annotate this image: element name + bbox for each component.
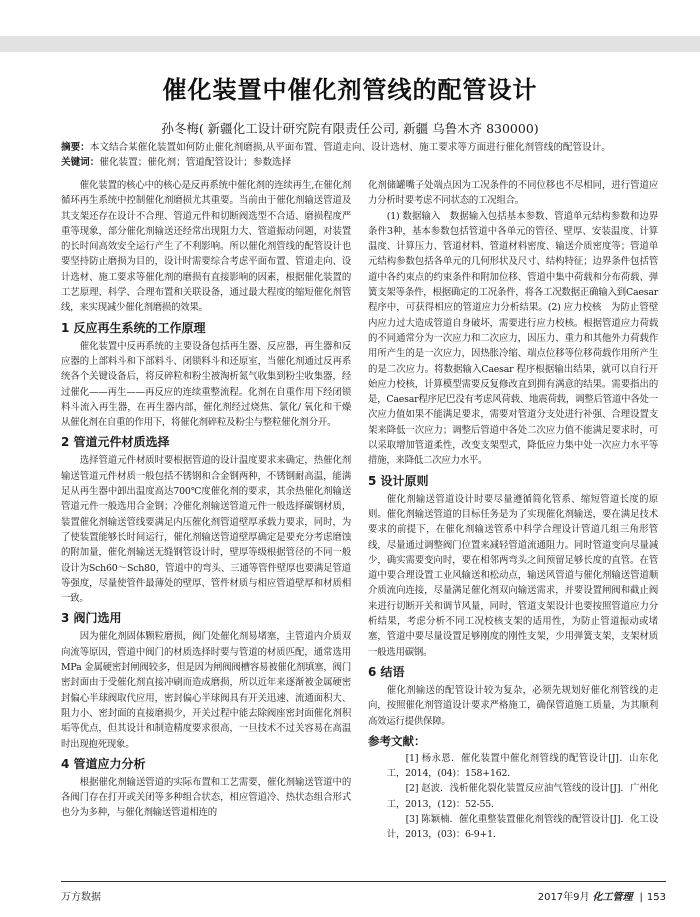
section-heading: 5 设计原则: [368, 473, 429, 488]
right-column: [368, 178, 658, 843]
paragraph: 选择管道元件材质时要根据管道的设计温度要求来确定，热催化剂输送管道元件材质一般包括不锈钢和合金钢两种，不锈钢耐高温，能满足从再生器中卸出温度高达700℃度催化剂的要求，其余热催化剂输送管道元件一般选用合金钢；冷催化剂输送管道元件一般选择碳钢材质，装置催化剂输送管线要满足内压催化剂管道壁厚承载力要求，同时，为了使装置能够长时间运行，催化剂输送管道壁厚确定是要充分考虑磨蚀的附加量，催化剂输送无缝钢管设计时，壁厚等级根据管径的不同一般设计为Sch60～Sch80，管道中的弯头、三通等管件壁厚也要满足管道等强度，尽量使管件最薄处的壁厚、管件材质与相应管道壁厚和材质相一致。: [61, 455, 351, 605]
abstract-label: 摘要：: [61, 142, 90, 153]
paragraph: 催化装置的核心中的核心是反再系统中催化剂的连续再生,在催化剂循环再生系统中控制催化剂磨损尤其重要。当前由于催化剂输送管道及其支架还存在设计不合理、管道元件和切断阀选型不合适、磨损程度严重等现象，部分催化剂输送还经常出现阻力大、管道振动问题，对装置的长时间高效安全运行产生了不利影响。所以催化剂管线的配管设计也要坚持防止磨损为目的，设计时需要综合考虑平面布置、管道走向、设计选材、施工要求等催化剂的磨损有直接影响的因素，根据催化装置的工艺原理、科学、合理布置和关联设备，通过最大程度的缩短催化剂管线，来实现减少催化剂磨损的效果。: [61, 180, 351, 314]
abstract: [61, 140, 666, 155]
paragraph: 催化剂输送的配管设计较为复杂，必须先规划好催化剂管线的走向，按照催化剂管道设计要求严格施工，确保管道施工质量，为其顺利高效运行提供保障。: [368, 684, 658, 727]
footer-issue: [538, 888, 666, 903]
section-heading: 1 反应再生系统的工作原理: [61, 320, 206, 335]
article-title: 催化装置中催化剂管线的配管设计: [162, 76, 538, 104]
footer-date: 2017年9月: [537, 892, 590, 903]
keywords-label: 关键词：: [61, 157, 100, 168]
footer-source: 万方数据: [61, 892, 101, 903]
reference-item: [2] 赵波．浅析催化裂化装置反应油气管线的设计[J]．广州化工，2013，(12)：52-55．: [386, 783, 658, 810]
paragraph: (1) 数据输入 数据输入包括基本参数、管道单元结构参数和边界条件3种，基本参数包括管道中各单元的管径、壁厚、安装温度、计算温度、计算压力、管道材料、管道材料密度、输送介质密度等；管道单元结构参数包括各单元的几何形状及尺寸、结构特征；边界条件包括管道中各约束点的约束条件和附加位移、管道中集中荷载和分布荷载、弹簧支架等条件，根据确定的工况条件，将各工况数据正确输入到Caesar 程序中，可获得相应的管道应力分析结果。(2) 应力校核 为防止管壁内应力过大造成管道自身破坏，需要进行应力校核。根据管道应力荷载的不同通常分为一次应力和二次应力，因压力、重力和其他外力荷载作用所产生的是一次应力，因热胀冷缩、端点位移等位移荷载作用所产生的是二次应力。将数据输入Caesar 程序根据输出结果，就可以自行开始应力校核，计算模型需要反复修改直到拥有满意的结果。需要指出的是，Caesar程序尼巴没有考虑风荷载、地震荷载，调整后管道中各处一次应力值如果不能满足要求，需要对管道分支处进行补强、合理设置支架来降低一次应力；调整后管道中各处二次应力值不能满足要求时，可以采取增加管道柔性，改变支架型式，降低应力集中处一次应力水平等措施，来降低二次应力水平。: [368, 210, 658, 467]
section-heading: 6 结语: [368, 664, 405, 679]
keywords-text: 催化装置；催化剂；管道配管设计；参数选择: [99, 157, 292, 168]
paragraph: 因为催化剂固体颗粒磨损，阀门处催化剂易堵塞，主管道内介质双向流等原因，管道中阀门的材质选择时要与管道的材质匹配，通常选用 MPa 金属硬密封闸阀较多，但是因为闸阀阀槽容易被催化剂填塞，阀门密封面由于受催化剂直接冲刷而造成磨损，所以近年来逐渐被金属硬密封偏心半球阀取代应用，密封偏心半球阀具有开关迅速、流通面积大、阻力小、密封面的直接磨损少，开关过程中能去除阀座密封面催化剂积垢等优点，但其设计和制造精度要求很高，一旦技术不过关容易在高温时出现抱死现象。: [61, 631, 351, 750]
references-heading: 参考文献：: [368, 733, 426, 748]
reference-item: [3] 陈颖楠．催化重整装置催化剂管线的配管设计[J]．化工设计，2013，(03)：6-9+1．: [386, 813, 658, 841]
footer-separator: |: [639, 892, 643, 903]
author-line: 孙冬梅( 新疆化工设计研究院有限责任公司, 新疆 乌鲁木齐 830000): [161, 121, 539, 136]
paragraph: 催化剂输送管道设计时要尽量遵循简化管系、缩短管道长度的原则。催化剂输送管道的目标任务是为了实现催化剂输送，要在满足技术要求的前提下，在催化剂输送管系中科学合理设计管道几组三角形管线，尽量通过调整阀门位置来减轻管道流通阻力。同时管道变向尽量减少，确实需要变向时，要在相邻两弯头之间预留足够长度的直管。在管道中要合理设置工业风输送和松动点，输送风管道与催化剂输送管道顺介质流向连接，尽量满足催化剂双向输送需求，并要设置闸阀和截止阀来进行切断开关和调节风量，同时，管道支架设计也要按照管道应力分析结果，考虑分析不同工况校核支架的适用性，为防止管道振动或堵塞，管道中要尽量设置足够刚度的刚性支架，少用弹簧支架，支架材质一般选用碳钢。: [368, 493, 658, 658]
section-heading: 3 阀门选用: [61, 611, 122, 626]
abstract-text: 本文结合某催化装置如何防止催化剂磨损,从平面布置、管道走向、设计选材、施工要求等方面进行催化剂管线的配管设计。: [89, 142, 611, 153]
top-gray-band: [0, 36, 700, 52]
paragraph: 根据催化剂输送管道的实际布置和工艺需要，催化剂输送管道中的各阀门存在打开或关闭等多种组合状态，相应管道冷、热状态组合形式也分为多种，与催化剂输送管道相连的: [61, 776, 351, 819]
section-heading: 2 管道元件材质选择: [61, 435, 170, 450]
footer-magazine: 化工管理: [592, 892, 633, 903]
left-column: [61, 178, 351, 821]
section-heading: 4 管道应力分析: [61, 756, 146, 771]
paragraph: 化剂储罐嘴子处端点因为工况条件的不同位移也不尽相同，进行管道应力分析时要考虑不同状态的工况组合。: [368, 180, 658, 207]
footer-divider: [61, 881, 666, 882]
paragraph: 催化装置中反再系统的主要设备包括再生器、反应器，再生器和反应器的上部料斗和下部料斗、闭锁料斗和还原室，当催化剂通过反再系统各个关键设备后，将反碎粒和粉尘被淘析氮气收集到粉尘收集器，经过催化——再生——再反应的连续重整流程。化剂在自重作用下经闭锁料斗流入再生器，在再生器内部，催化剂经过烧焦、氯化/ 氧化和干燥从催化剂在自重的作用下，将催化剂碎粒及粉尘与整粒催化剂分开。: [61, 340, 351, 429]
page-number: 153: [646, 892, 666, 903]
reference-item: [1] 杨永恩．催化装置中催化剂管线的配管设计[J]．山东化工，2014，(04)：158+162．: [386, 752, 658, 780]
keywords: [61, 155, 666, 170]
